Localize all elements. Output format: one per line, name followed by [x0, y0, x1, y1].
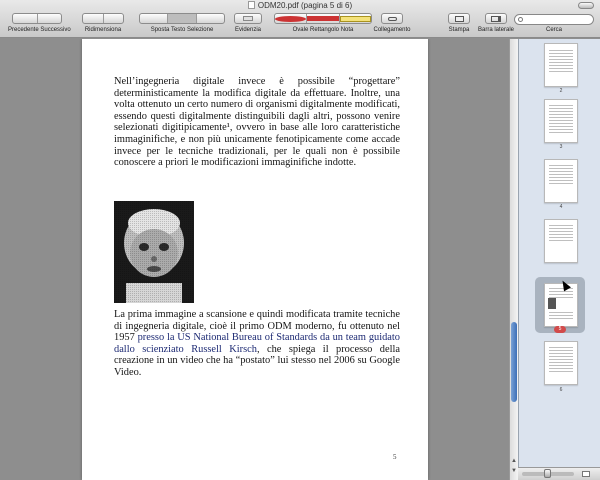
zoom-out-button[interactable] — [83, 14, 104, 23]
document-scrollbar[interactable] — [509, 39, 518, 480]
thumbnail-page-5[interactable] — [544, 283, 578, 327]
highlight-button[interactable] — [234, 13, 262, 24]
prev-label: Precedente — [8, 27, 39, 33]
next-label: Successivo — [40, 27, 71, 33]
tool-mode-group — [137, 13, 227, 38]
sidebar-toggle-button[interactable] — [485, 13, 507, 24]
move-tool-label: Sposta — [150, 27, 170, 33]
sidebar-zoom-bar — [518, 467, 600, 480]
zoom-group — [80, 13, 126, 38]
search-input[interactable] — [514, 14, 594, 25]
select-tool-button[interactable] — [197, 14, 224, 23]
link-button[interactable] — [381, 13, 403, 24]
paragraph-2-text-end: , che spiega il processo della creazione in un video che ha “postato” lui stesso nel 2006 su Google Video. — [114, 343, 401, 378]
link-icon — [388, 17, 397, 21]
zoom-in-button[interactable] — [104, 14, 124, 23]
thumbnail-page-3[interactable] — [544, 99, 578, 143]
window-titlebar — [0, 0, 600, 38]
first-scanned-image — [114, 201, 194, 303]
text-tool-label: Testo — [170, 27, 186, 33]
search-label: Cerca — [545, 27, 562, 33]
thumbnail-image-icon — [548, 298, 556, 309]
sidebar-icon — [491, 16, 501, 22]
document-viewport[interactable] — [0, 39, 509, 480]
highlight-group — [232, 13, 264, 38]
move-tool-button[interactable] — [140, 14, 168, 23]
window-title: ODM20.pdf (pagina 5 di 6) — [0, 0, 600, 12]
search-icon — [518, 17, 523, 22]
thumbnail-number: 4 — [559, 204, 563, 210]
paragraph-2 — [114, 309, 400, 379]
print-icon — [455, 16, 464, 22]
baby-photo-scan — [114, 201, 194, 303]
paragraph-2-link[interactable]: presso la US National Bureau of Standards da un team guidato dallo scienziato Russell Kirsch — [114, 332, 400, 355]
toolbar-toggle-button[interactable] — [578, 2, 594, 9]
thumbnail-number: 3 — [559, 144, 563, 150]
scrollbar-thumb[interactable] — [511, 322, 517, 402]
print-button[interactable] — [448, 13, 470, 24]
thumbnail-page-2[interactable] — [544, 43, 578, 87]
zoom-segmented-control — [82, 13, 124, 24]
note-tool-label: Nota — [340, 27, 354, 33]
prev-next-segmented-control — [12, 13, 62, 24]
pdf-page — [82, 39, 428, 480]
text-tool-button[interactable] — [168, 14, 196, 23]
link-group — [370, 13, 414, 38]
zoom-label: Ridimensiona — [84, 27, 122, 33]
prev-button[interactable] — [13, 14, 38, 23]
selected-page-badge: 5 — [554, 326, 566, 333]
thumbnail-page-4[interactable] — [544, 159, 578, 203]
prev-next-group — [8, 13, 71, 38]
rectangle-tool-button[interactable] — [307, 14, 339, 23]
shape-tools-segmented-control — [274, 13, 372, 24]
thumbnail-number: 2 — [559, 88, 563, 94]
scroll-up-icon[interactable]: ▲ — [511, 458, 517, 464]
tool-mode-segmented-control — [139, 13, 225, 24]
paragraph-1: Nell’ingegneria digitale invece è possibile “progettare” deterministicamente la modifica digitale da effettuare. Inoltre, una volta ottenuto un certo numero di organismi digitalmente modificati, essendo questi digitalmente distinguibili dagli altri, possono venire selezionati digitipicamente¹, ovvero in base alle loro caratteristiche immaginifiche, e non più unicamente fenotipicamente come accade invece per le tecniche tradizionali, per le quali non è possibile conoscere a priori le modificazioni immaginifiche indotte. — [114, 76, 400, 169]
note-icon — [340, 16, 371, 22]
paragraph-2-text-start: La prima immagine a scansione e quindi modificata tramite tecniche di ingegneria digitale, cioè il primo ODM moderno, fu ottenuto nel 1957 — [114, 309, 400, 344]
oval-icon — [275, 16, 306, 22]
next-button[interactable] — [38, 14, 62, 23]
note-tool-button[interactable] — [340, 14, 371, 23]
link-label: Collegamento — [373, 27, 411, 33]
thumbnail-page-5-alt[interactable] — [544, 219, 578, 263]
page-number: 5 — [393, 453, 397, 461]
oval-tool-button[interactable] — [275, 14, 307, 23]
sidebar-toggle-group — [478, 13, 514, 38]
thumbnail-number: 6 — [559, 387, 563, 393]
rectangle-tool-label: Rettangolo — [309, 27, 340, 33]
thumbnail-sidebar — [518, 39, 600, 480]
thumbnail-page-6[interactable] — [544, 341, 578, 385]
pdf-document-icon — [248, 1, 255, 9]
shape-tools-group — [272, 13, 374, 38]
thumbnail-size-slider-knob[interactable] — [544, 469, 551, 478]
sidebar-toggle-label: Barra laterale — [478, 27, 515, 33]
thumbnail-view-icon[interactable] — [582, 471, 590, 477]
highlight-icon — [243, 16, 253, 21]
print-group — [444, 13, 474, 38]
highlight-label: Evidenzia — [234, 27, 261, 33]
rectangle-icon — [307, 16, 338, 21]
print-label: Stampa — [448, 27, 470, 33]
select-tool-label: Selezione — [186, 27, 214, 33]
oval-tool-label: Ovale — [292, 27, 309, 33]
scroll-down-icon[interactable]: ▼ — [511, 468, 517, 474]
